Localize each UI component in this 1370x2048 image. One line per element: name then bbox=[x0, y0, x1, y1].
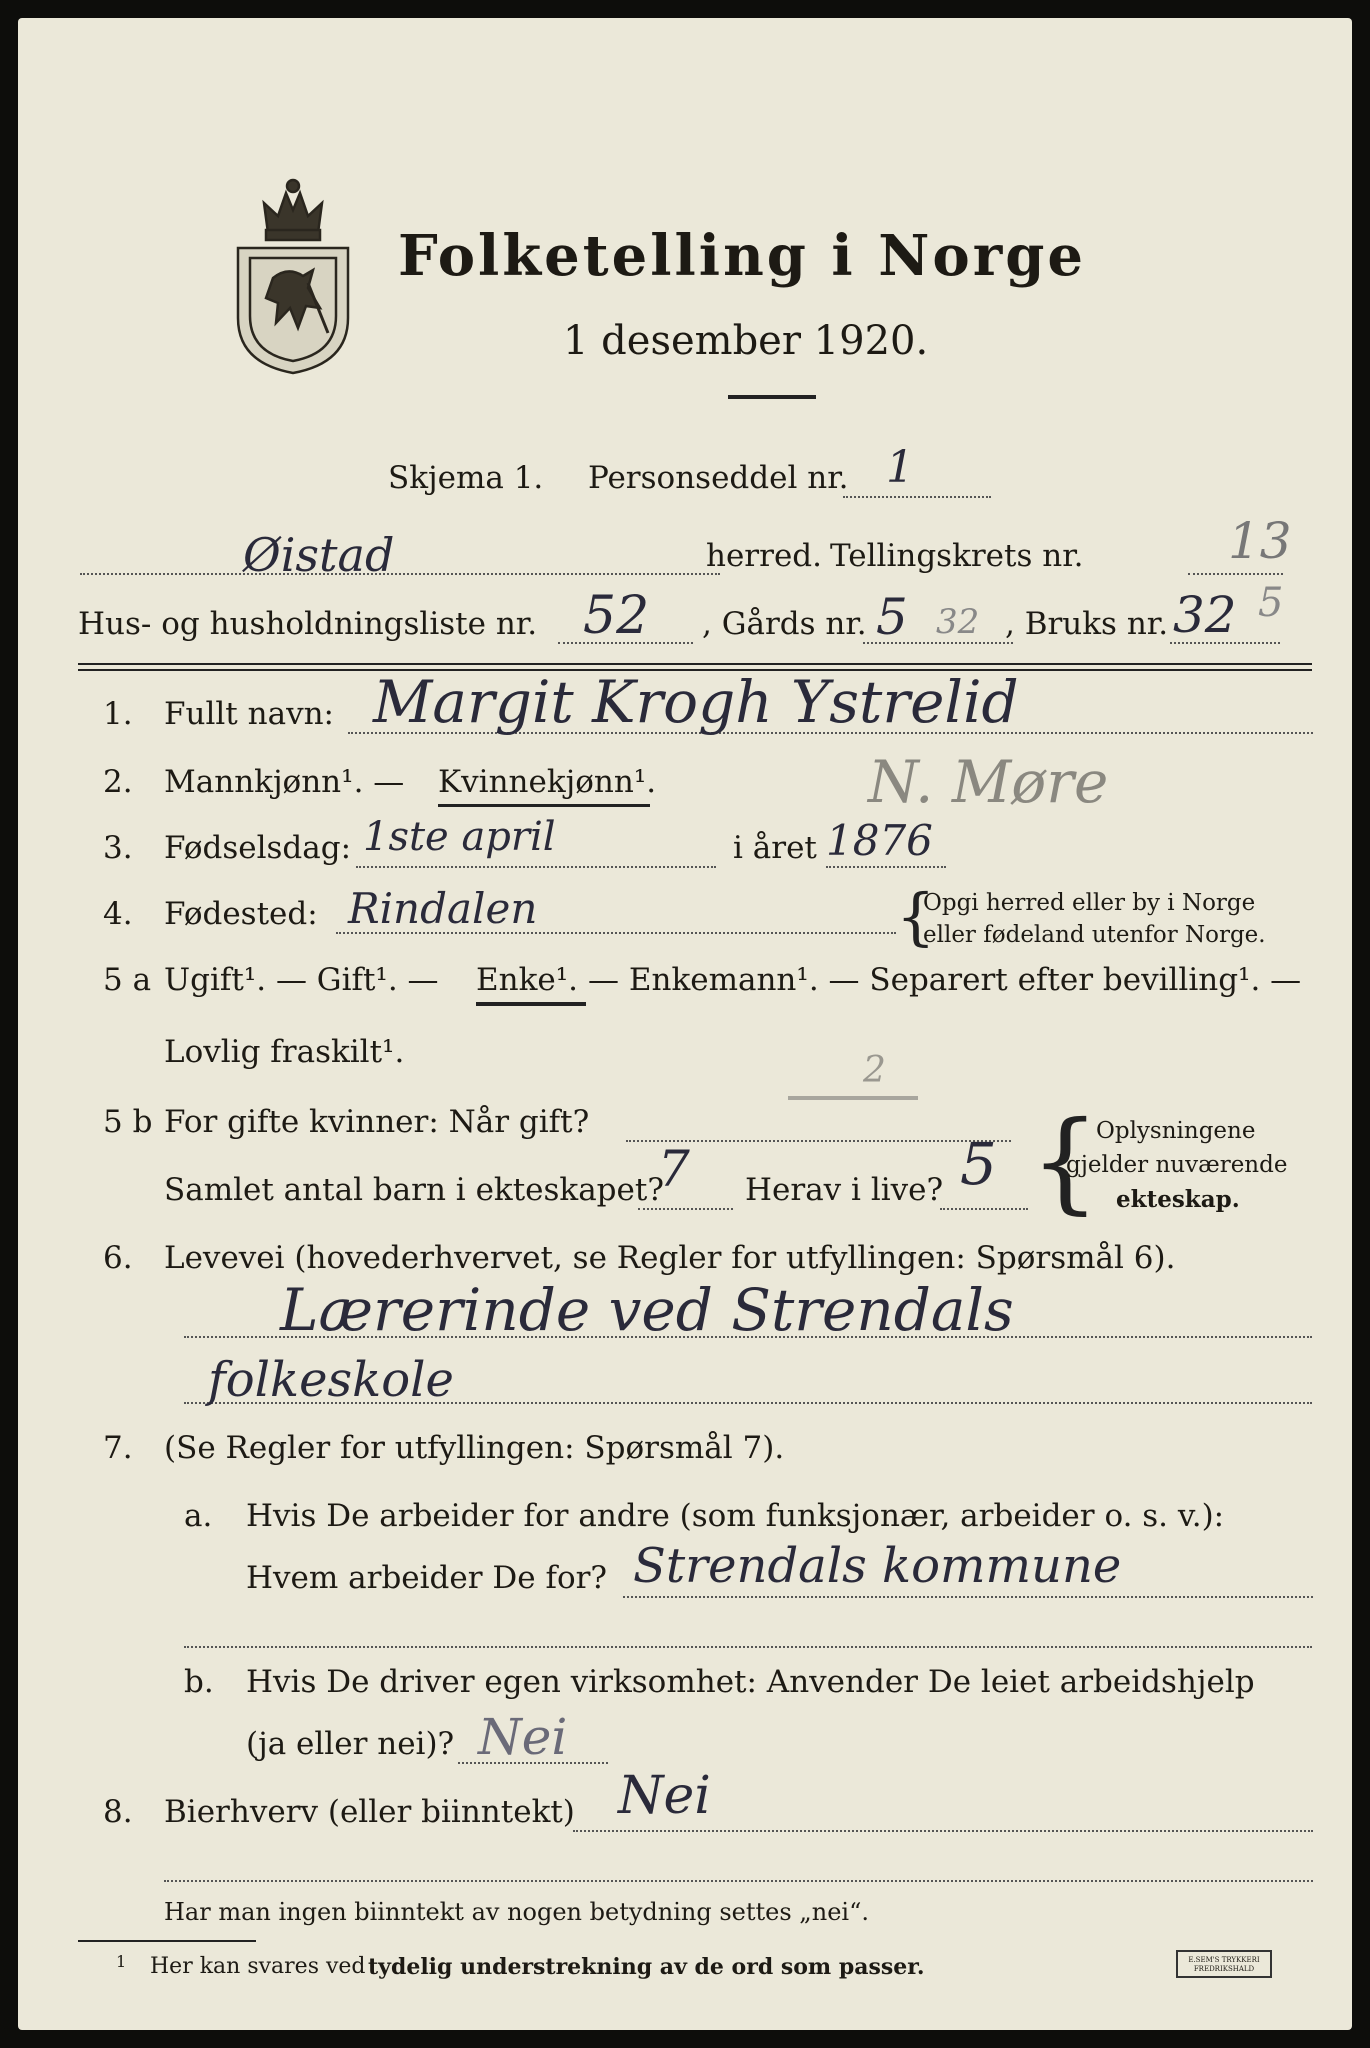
q5a-fraskilt-option[interactable]: Lovlig fraskilt¹. bbox=[164, 1034, 405, 1070]
title-rule bbox=[728, 395, 816, 399]
q4-note-line1: Opgi herred eller by i Norge bbox=[923, 890, 1256, 916]
footnote-text: Her kan svares ved bbox=[150, 1954, 366, 1979]
q3-year-value[interactable]: 1876 bbox=[826, 816, 933, 865]
herred-value[interactable]: Øistad bbox=[243, 528, 395, 582]
q8-label: Bierhverv (eller biinntekt) bbox=[164, 1794, 575, 1830]
q5b-note-line2: gjelder nuværende bbox=[1066, 1152, 1288, 1178]
skjema-label: Skjema 1. bbox=[388, 460, 544, 496]
q3-year-line bbox=[826, 866, 946, 868]
q3-birthday-value[interactable]: 1ste april bbox=[363, 814, 556, 860]
q5b-ilive-line bbox=[940, 1208, 1028, 1210]
q6-number: 6. bbox=[103, 1240, 133, 1276]
herred-line bbox=[80, 573, 720, 575]
q4-brace: { bbox=[896, 880, 936, 953]
q5b-ilive-value[interactable]: 5 bbox=[960, 1130, 997, 1198]
q2-number: 2. bbox=[103, 764, 133, 800]
q7b-value[interactable]: Nei bbox=[478, 1708, 568, 1766]
q7-number: 7. bbox=[103, 1430, 133, 1466]
q7a-extra-line bbox=[184, 1646, 1312, 1648]
q7-label: (Se Regler for utfyllingen: Spørsmål 7). bbox=[164, 1430, 785, 1466]
footnote-mark: 1 bbox=[116, 1952, 127, 1971]
q3-label: Fødselsdag: bbox=[164, 830, 352, 866]
personseddel-label: Personseddel nr. bbox=[588, 460, 849, 496]
hus-value[interactable]: 52 bbox=[583, 586, 650, 646]
q4-birthplace-value[interactable]: Rindalen bbox=[348, 884, 538, 933]
herred-label: herred. bbox=[706, 538, 822, 574]
q5b-barn-value[interactable]: 7 bbox=[658, 1140, 690, 1198]
bruks-label: , Bruks nr. bbox=[1005, 606, 1169, 642]
q5b-ilive-label: Herav i live? bbox=[745, 1172, 944, 1208]
q4-label: Fødested: bbox=[164, 896, 318, 932]
q3-year-label: i året bbox=[733, 830, 817, 866]
q8-number: 8. bbox=[103, 1794, 133, 1830]
gards-label: , Gårds nr. bbox=[702, 606, 867, 642]
q1-label: Fullt navn: bbox=[164, 696, 334, 732]
q8-value[interactable]: Nei bbox=[618, 1766, 711, 1826]
printer-stamp: E.SEM'S TRYKKERI FREDRIKSHALD bbox=[1176, 1950, 1272, 1978]
q5b-brace: { bbox=[1030, 1097, 1100, 1225]
q4-note-line2: eller fødeland utenfor Norge. bbox=[923, 922, 1266, 948]
q5b-note-line3: ekteskap. bbox=[1116, 1186, 1240, 1213]
gards-value-extra: 32 bbox=[936, 602, 980, 642]
q8-extra-line bbox=[164, 1880, 1313, 1882]
q2-male-option[interactable]: Mannkjønn¹. — bbox=[164, 764, 405, 800]
q5b-barn-line bbox=[638, 1208, 733, 1210]
q6-occupation-value-line2[interactable]: folkeskole bbox=[208, 1352, 454, 1408]
q6-label: Levevei (hovederhvervet, se Regler for utfyllingen: Spørsmål 6). bbox=[164, 1240, 1176, 1276]
q7b-line1: Hvis De driver egen virksomhet: Anvender De leiet arbeidshjelp bbox=[246, 1664, 1255, 1700]
personseddel-value[interactable]: 1 bbox=[886, 442, 914, 493]
gards-value[interactable]: 5 bbox=[876, 588, 908, 646]
q3-number: 3. bbox=[103, 830, 133, 866]
form-date: 1 desember 1920. bbox=[563, 318, 929, 364]
q3-date-line bbox=[356, 866, 716, 868]
q7a-line1: Hvis De arbeider for andre (som funksjonær, arbeider o. s. v.): bbox=[246, 1498, 1225, 1534]
q5a-enke-option[interactable]: Enke¹. bbox=[476, 962, 579, 998]
census-form-sheet bbox=[18, 18, 1352, 2030]
form-title: Folketelling i Norge bbox=[398, 223, 1087, 289]
q7b-letter: b. bbox=[184, 1664, 214, 1700]
q7b-line2: (ja eller nei)? bbox=[246, 1726, 455, 1762]
q8-line bbox=[573, 1830, 1313, 1832]
footnote-rule bbox=[78, 1940, 256, 1942]
q5a-options-start[interactable]: Ugift¹. — Gift¹. — bbox=[164, 962, 439, 998]
q5b-barn-label: Samlet antal barn i ekteskapet? bbox=[164, 1172, 664, 1208]
q2-female-underline bbox=[438, 804, 650, 807]
q5a-enke-underline bbox=[476, 1002, 586, 1006]
tellingskrets-line bbox=[1188, 573, 1283, 575]
q6-occupation-value-line1[interactable]: Lærerinde ved Strendals bbox=[280, 1276, 1014, 1344]
q7a-letter: a. bbox=[184, 1498, 213, 1534]
q5b-note-line1: Oplysningene bbox=[1096, 1118, 1256, 1144]
q1-number: 1. bbox=[103, 696, 133, 732]
footer-note: Har man ingen biinntekt av nogen betydning settes „nei“. bbox=[164, 1898, 869, 1926]
tellingskrets-value[interactable]: 13 bbox=[1228, 512, 1292, 570]
q5a-mark: 2 bbox=[863, 1050, 886, 1091]
q5b-number: 5 b bbox=[103, 1104, 153, 1140]
q7a-line2: Hvem arbeider De for? bbox=[246, 1560, 608, 1596]
bruks-value[interactable]: 32 bbox=[1173, 586, 1237, 644]
q7a-line bbox=[623, 1596, 1313, 1598]
q1-name-value[interactable]: Margit Krogh Ystrelid bbox=[373, 668, 1019, 736]
q5a-options-rest[interactable]: — Enkemann¹. — Separert efter bevilling¹. — bbox=[588, 962, 1302, 998]
tellingskrets-label: Tellingskrets nr. bbox=[830, 538, 1084, 574]
footnote-bold-text: tydelig understrekning av de ord som passer. bbox=[368, 1954, 925, 1980]
q7a-employer-value[interactable]: Strendals kommune bbox=[633, 1538, 1122, 1594]
norwegian-coat-of-arms-icon bbox=[228, 158, 358, 378]
q2-annotation: N. Møre bbox=[868, 748, 1109, 816]
q4-number: 4. bbox=[103, 896, 133, 932]
bruks-value-extra: 5 bbox=[1258, 580, 1284, 626]
hus-label: Hus- og husholdningsliste nr. bbox=[78, 606, 538, 642]
q2-female-option[interactable]: Kvinnekjønn¹. bbox=[438, 764, 657, 800]
q5a-faded-stroke bbox=[788, 1096, 918, 1100]
q5a-number: 5 a bbox=[103, 962, 152, 998]
personseddel-line bbox=[843, 496, 991, 498]
q5b-label: For gifte kvinner: Når gift? bbox=[164, 1104, 590, 1140]
header-rule-top bbox=[78, 663, 1312, 665]
